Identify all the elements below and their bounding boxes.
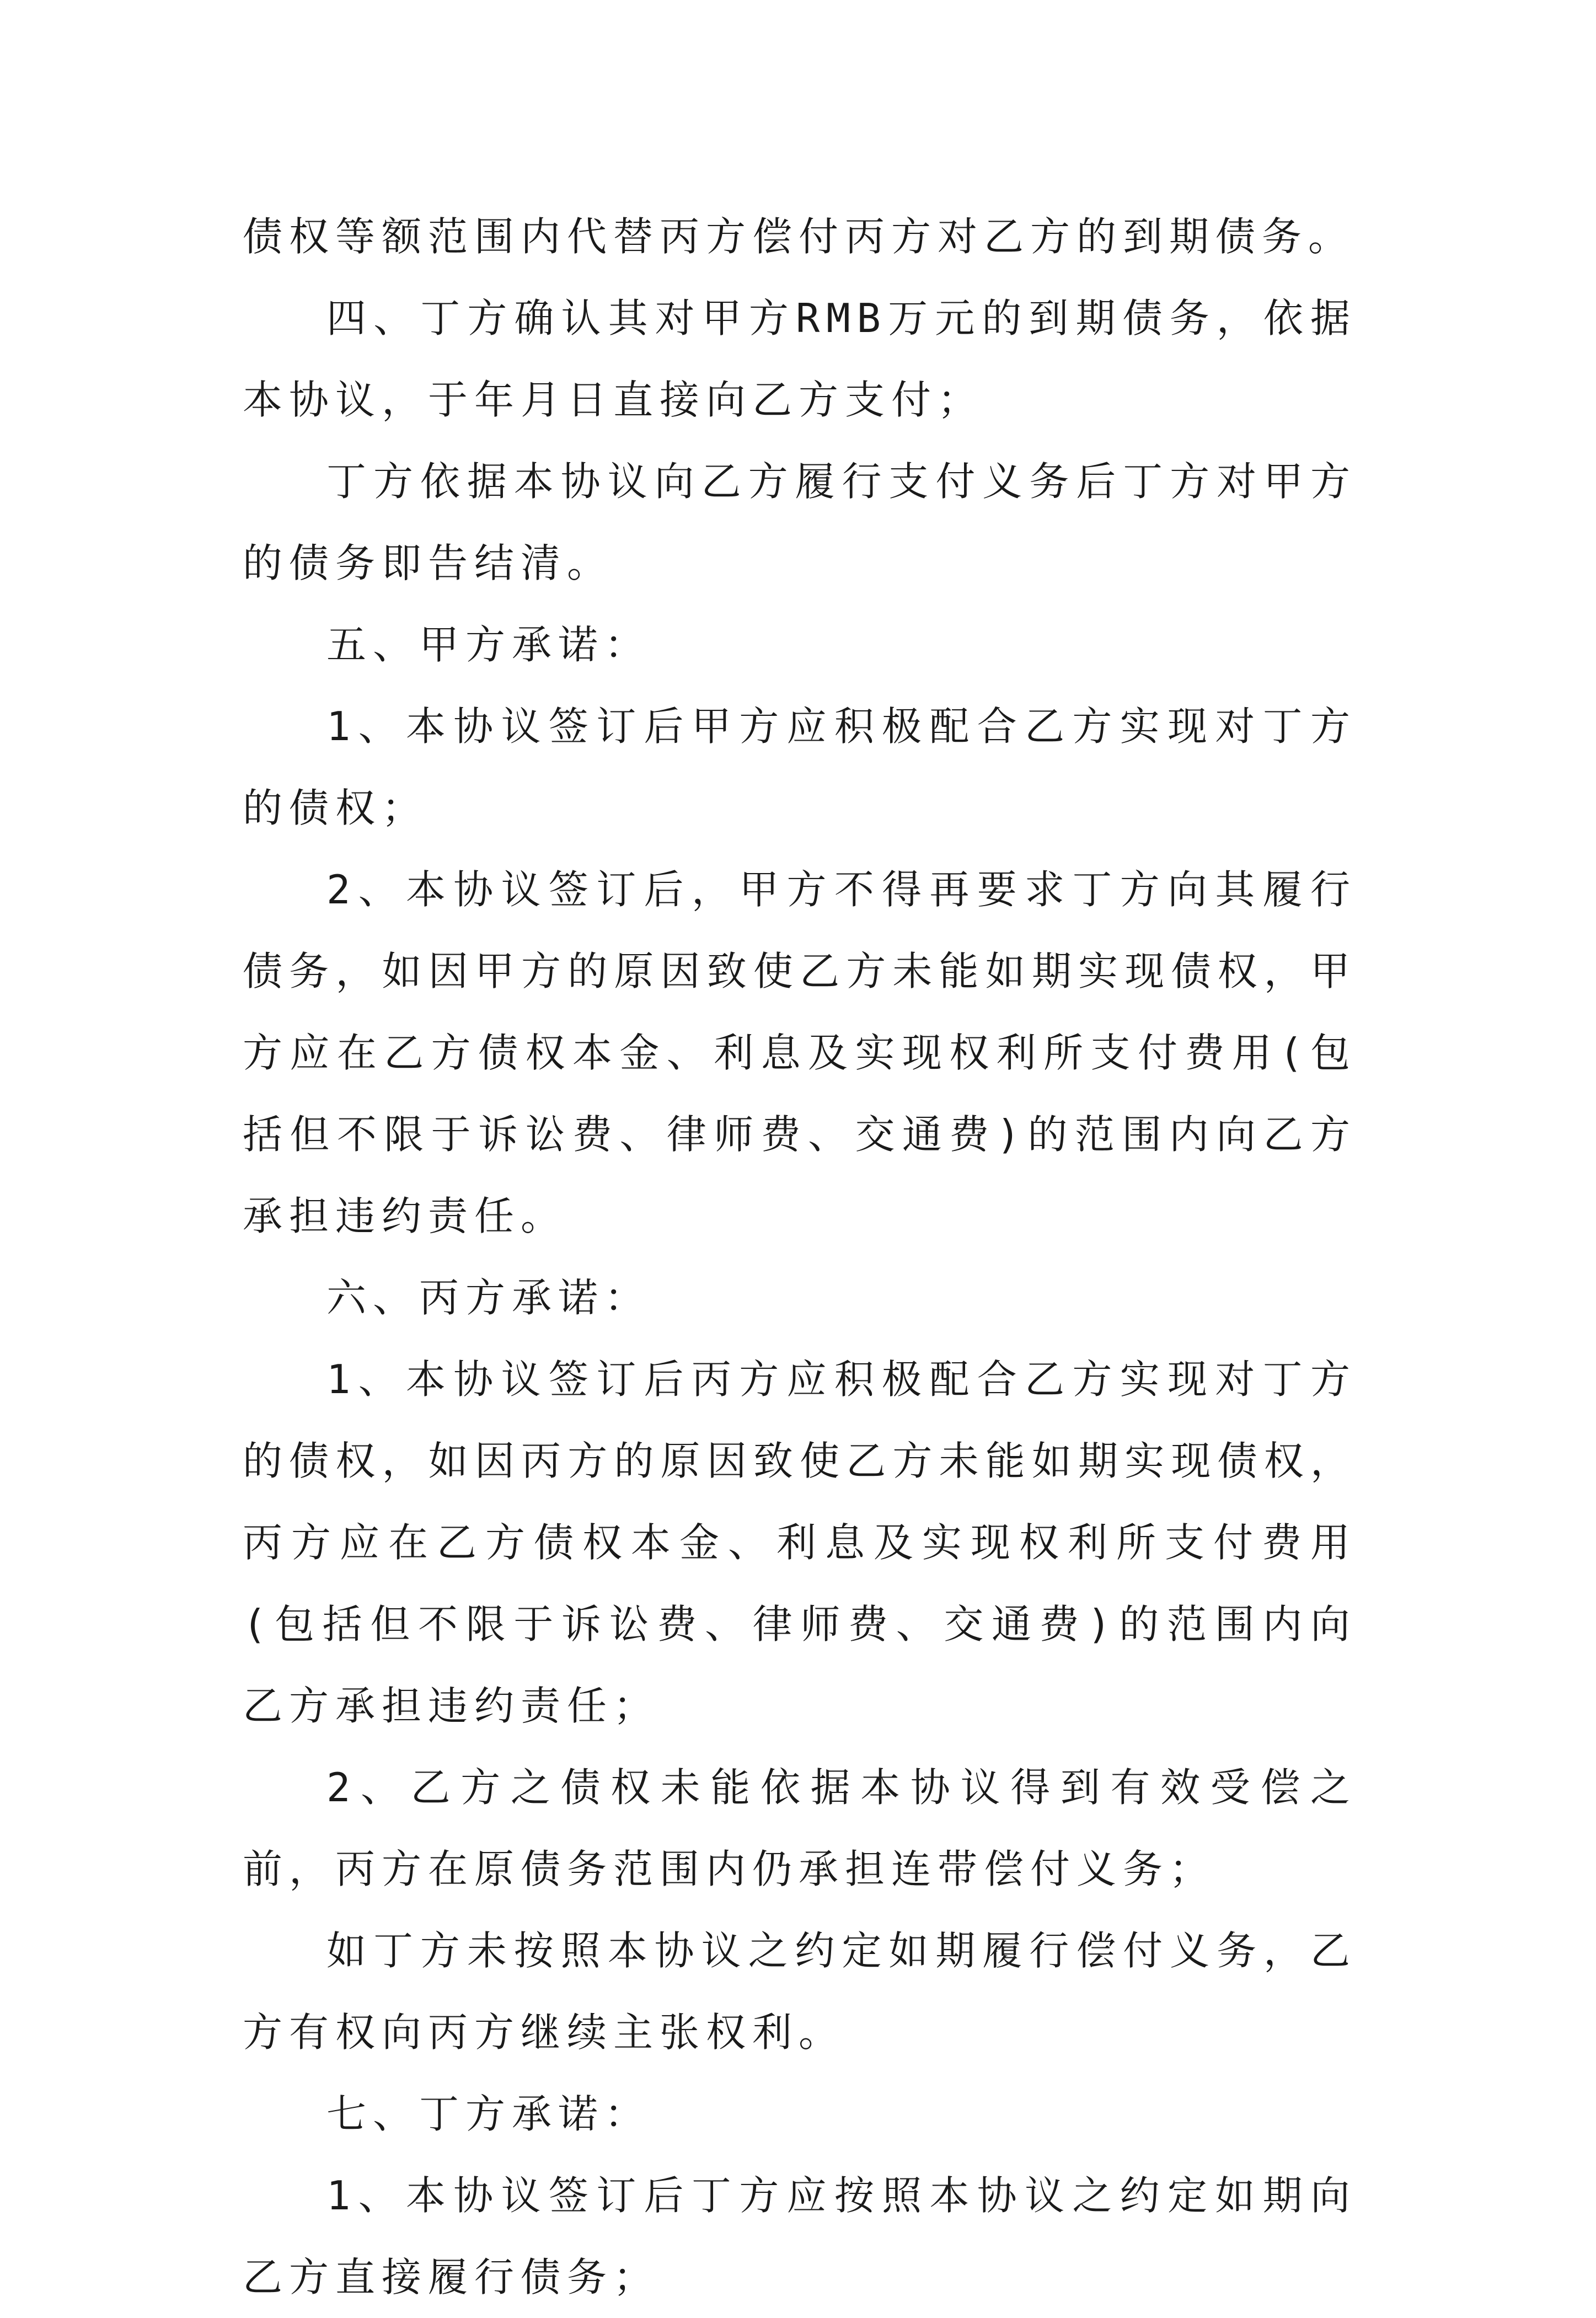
heading-clause-7: 七、丁方承诺： xyxy=(326,2091,651,2137)
paragraph-debt-continuation: 债权等额范围内代替丙方偿付丙方对乙方的到期债务。 xyxy=(243,213,1355,260)
paragraph-clause-6-item-1: 1、本协议签订后丙方应积极配合乙方实现对丁方的债权，如因丙方的原因致使乙方未能如期实现债权，丙方应在乙方债权本金、利息及实现权利所支付费用(包括但不限于诉讼费、律师费、交通费)的范围内向乙方承担违约责任； xyxy=(243,1356,1357,1729)
paragraph-clause-4: 四、丁方确认其对甲方RMB万元的到期债务，依据本协议，于年月日直接向乙方支付； xyxy=(243,295,1357,423)
paragraph-clause-7-item-1: 1、本协议签订后丁方应按照本协议之约定如期向乙方直接履行债务； xyxy=(243,2172,1357,2300)
paragraph-clause-5-item-2: 2、本协议签订后，甲方不得再要求丁方向其履行债务，如因甲方的原因致使乙方未能如期实现债权，甲方应在乙方债权本金、利息及实现权利所支付费用(包括但不限于诉讼费、律师费、交通费)的范围内向乙方承担违约责任。 xyxy=(243,866,1357,1239)
paragraph-clause-6-rights: 如丁方未按照本协议之约定如期履行偿付义务，乙方有权向丙方继续主张权利。 xyxy=(243,1928,1357,2055)
paragraph-clause-4-settlement: 丁方依据本协议向乙方履行支付义务后丁方对甲方的债务即告结清。 xyxy=(243,458,1357,586)
document-body xyxy=(243,196,1357,2318)
heading-clause-5: 五、甲方承诺： xyxy=(326,622,651,668)
paragraph-clause-6-item-2: 2、乙方之债权未能依据本协议得到有效受偿之前，丙方在原债务范围内仍承担连带偿付义务； xyxy=(243,1764,1357,1892)
paragraph-clause-5-item-1: 1、本协议签订后甲方应积极配合乙方实现对丁方的债权； xyxy=(243,703,1357,831)
heading-clause-6: 六、丙方承诺： xyxy=(326,1275,651,1321)
